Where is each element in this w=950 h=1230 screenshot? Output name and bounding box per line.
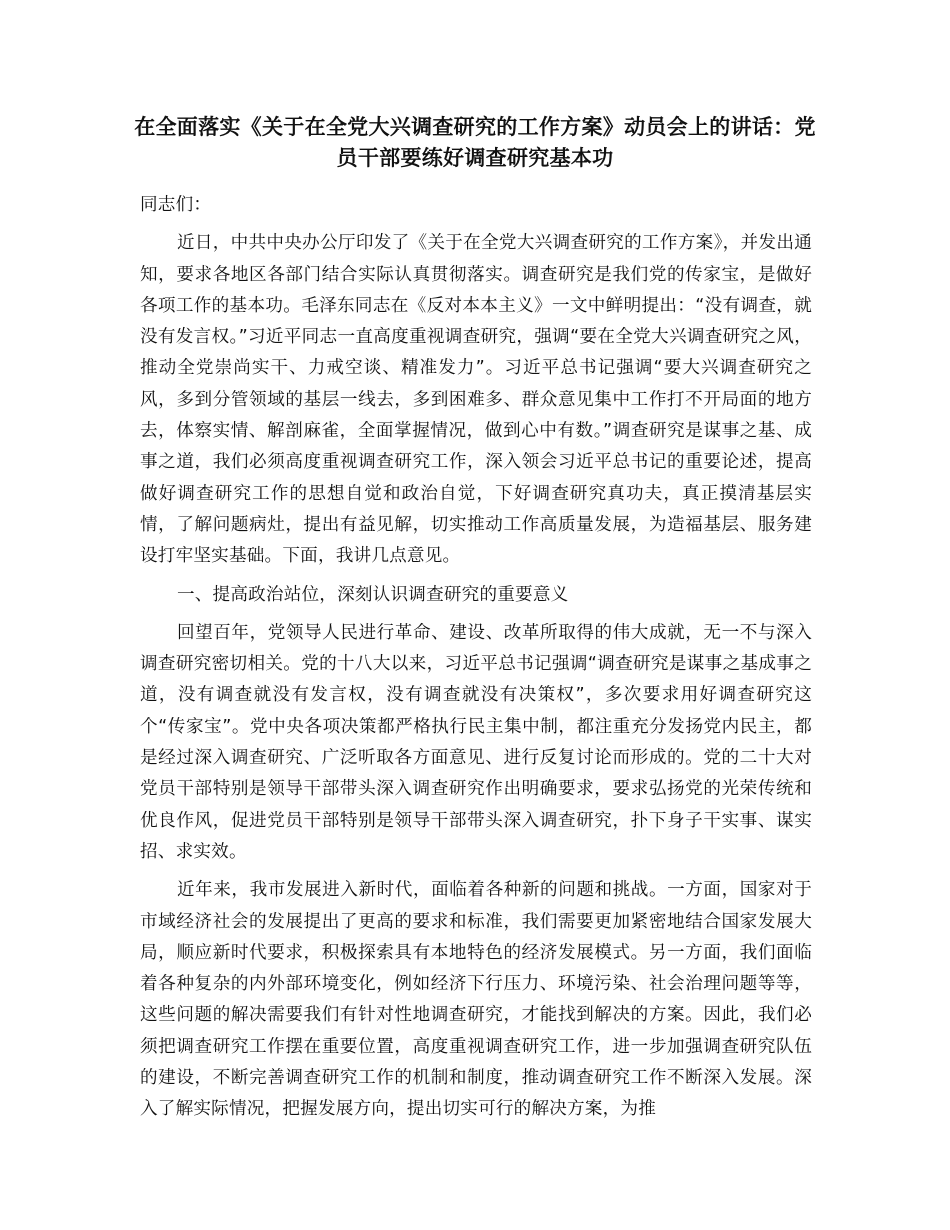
paragraph-recent-years: 近年来，我市发展进入新时代，面临着各种新的问题和挑战。一方面，国家对于市域经济社会的发展提出了更高的要求和标准，我们需要更加紧密地结合国家发展大局，顺应新时代要求，积极探索具有本地特色的经济发展模式。另一方面，我们面临着各种复杂的内外部环境变化，例如经济下行压力、环境污染、社会治理问题等等，这些问题的解决需要我们有针对性地调查研究，才能找到解决的方案。因此，我们必须把调查研究工作摆在重要位置，高度重视调查研究工作，进一步加强调查研究队伍的建设，不断完善调查研究工作的机制和制度，推动调查研究工作不断深入发展。深入了解实际情况，把握发展方向，提出切实可行的解决方案，为推 [140,880,812,1120]
document-body [140,190,812,1133]
paragraph-intro: 近日，中共中央办公厅印发了《关于在全党大兴调查研究的工作方案》，并发出通知，要求各地区各部门结合实际认真贯彻落实。调查研究是我们党的传家宝，是做好各项工作的基本功。毛泽东同志在《反对本本主义》一文中鲜明提出：“没有调查，就没有发言权。”习近平同志一直高度重视调查研究，强调“要在全党大兴调查研究之风，推动全党崇尚实干、力戒空谈、精准发力”。习近平总书记强调“要大兴调查研究之风，多到分管领域的基层一线去，多到困难多、群众意见集中工作打不开局面的地方去，体察实情、解剖麻雀，全面掌握情况，做到心中有数。”调查研究是谋事之基、成事之道，我们必须高度重视调查研究工作，深入领会习近平总书记的重要论述，提高做好调查研究工作的思想自觉和政治自觉，下好调查研究真功夫，真正摸清基层实情，了解问题病灶，提出有益见解，切实推动工作高质量发展，为造福基层、服务建设打牢坚实基础。下面，我讲几点意见。 [140,233,812,567]
paragraph-history: 回望百年，党领导人民进行革命、建设、改革所取得的伟大成就，无一不与深入调查研究密切相关。党的十八大以来，习近平总书记强调“调查研究是谋事之基成事之道，没有调查就没有发言权，没有调查就没有决策权”，多次要求用好调查研究这个“传家宝”。党中央各项决策都严格执行民主集中制，都注重充分发扬党内民主，都是经过深入调查研究、广泛听取各方面意见、进行反复讨论而形成的。党的二十大对党员干部特别是领导干部带头深入调查研究作出明确要求，要求弘扬党的光荣传统和优良作风，促进党员干部特别是领导干部带头深入调查研究，扑下身子干实事、谋实招、求实效。 [140,622,812,862]
document-title: 在全面落实《关于在全党大兴调查研究的工作方案》动员会上的讲话：党员干部要练好调查研究基本功 [134,115,816,170]
section-heading-1: 一、提高政治站位，深刻认识调查研究的重要意义 [176,584,569,605]
salutation: 同志们： [140,195,212,215]
